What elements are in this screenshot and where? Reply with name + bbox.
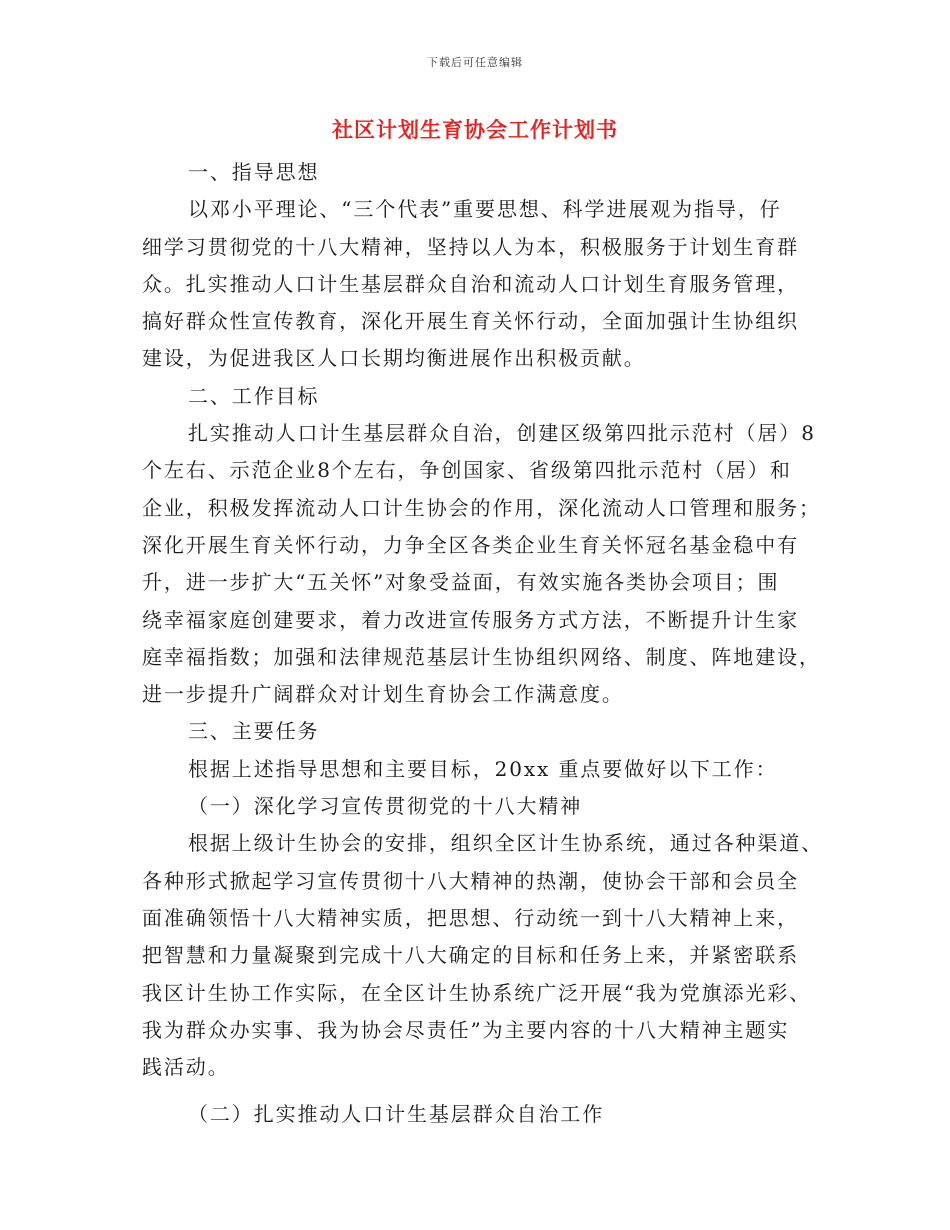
paragraph-line: 扎实推动人口计生基层群众自治，创建区级第四批示范村（居）8 [188,421,816,446]
document-body [142,154,824,1134]
paragraph-line: 升，进一步扩大“五关怀”对象受益面，有效实施各类协会项目；围 [142,570,780,595]
header-note: 下载后可任意编辑 [427,56,523,69]
subsection-heading-2: （二）扎实推动人口计生基层群众自治工作 [188,1102,605,1127]
paragraph-line: 践活动。 [142,1055,230,1080]
paragraph-line: 绕幸福家庭创建要求，着力改进宣传服务方式方法，不断提升计生家 [142,607,799,632]
paragraph-line: 根据上级计生协会的安排，组织全区计生协系统，通过各种渠道、 [188,831,824,856]
paragraph-line: 各种形式掀起学习宣传贯彻十八大精神的热潮，使协会干部和会员全 [142,868,799,893]
paragraph-line: 以邓小平理论、“三个代表”重要思想、科学进展观为指导，仔 [188,197,782,222]
paragraph-line: 个左右、示范企业8个左右，争创国家、省级第四批示范村（居）和 [142,458,792,483]
paragraph-line: 面准确领悟十八大精神实质，把思想、行动统一到十八大精神上来， [142,905,799,930]
paragraph-line: 建设，为促进我区人口长期均衡进展作出积极贡献。 [142,346,646,371]
paragraph-line: 搞好群众性宣传教育，深化开展生育关怀行动，全面加强计生协组织 [142,309,799,334]
section-heading-work-goals: 二、工作目标 [188,383,320,408]
section-heading-guiding-ideology: 一、指导思想 [188,160,320,184]
paragraph-line: 我区计生协工作实际，在全区计生协系统广泛开展“我为党旗添光彩、 [142,980,812,1005]
paragraph-line: 众。扎实推动人口计生基层群众自治和流动人口计划生育服务管理， [142,271,799,296]
paragraph-line: 庭幸福指数；加强和法律规范基层计生协组织网络、制度、阵地建设， [142,644,821,669]
paragraph-line: 深化开展生育关怀行动，力争全区各类企业生育关怀冠名基金稳中有 [142,532,799,557]
section-heading-main-tasks: 三、主要任务 [188,719,320,744]
paragraph-line: 我为群众办实事、我为协会尽责任”为主要内容的十八大精神主题实 [142,1017,790,1042]
paragraph-line: 进一步提升广阔群众对计划生育协会工作满意度。 [142,682,624,707]
spacer [142,1086,812,1096]
document-title: 社区计划生育协会工作计划书 [332,117,618,142]
paragraph-line: 细学习贯彻党的十八大精神，坚持以人为本，积极服务于计划生育群 [142,234,799,259]
subsection-heading-1: （一）深化学习宣传贯彻党的十八大精神 [188,794,583,819]
paragraph-line: 企业，积极发挥流动人口计生协会的作用，深化流动人口管理和服务； [142,495,821,520]
paragraph-line: 根据上述指导思想和主要目标，20xx 重点要做好以下工作： [188,756,778,781]
paragraph-line: 把智慧和力量凝聚到完成十八大确定的目标和任务上来，并紧密联系 [142,943,799,968]
